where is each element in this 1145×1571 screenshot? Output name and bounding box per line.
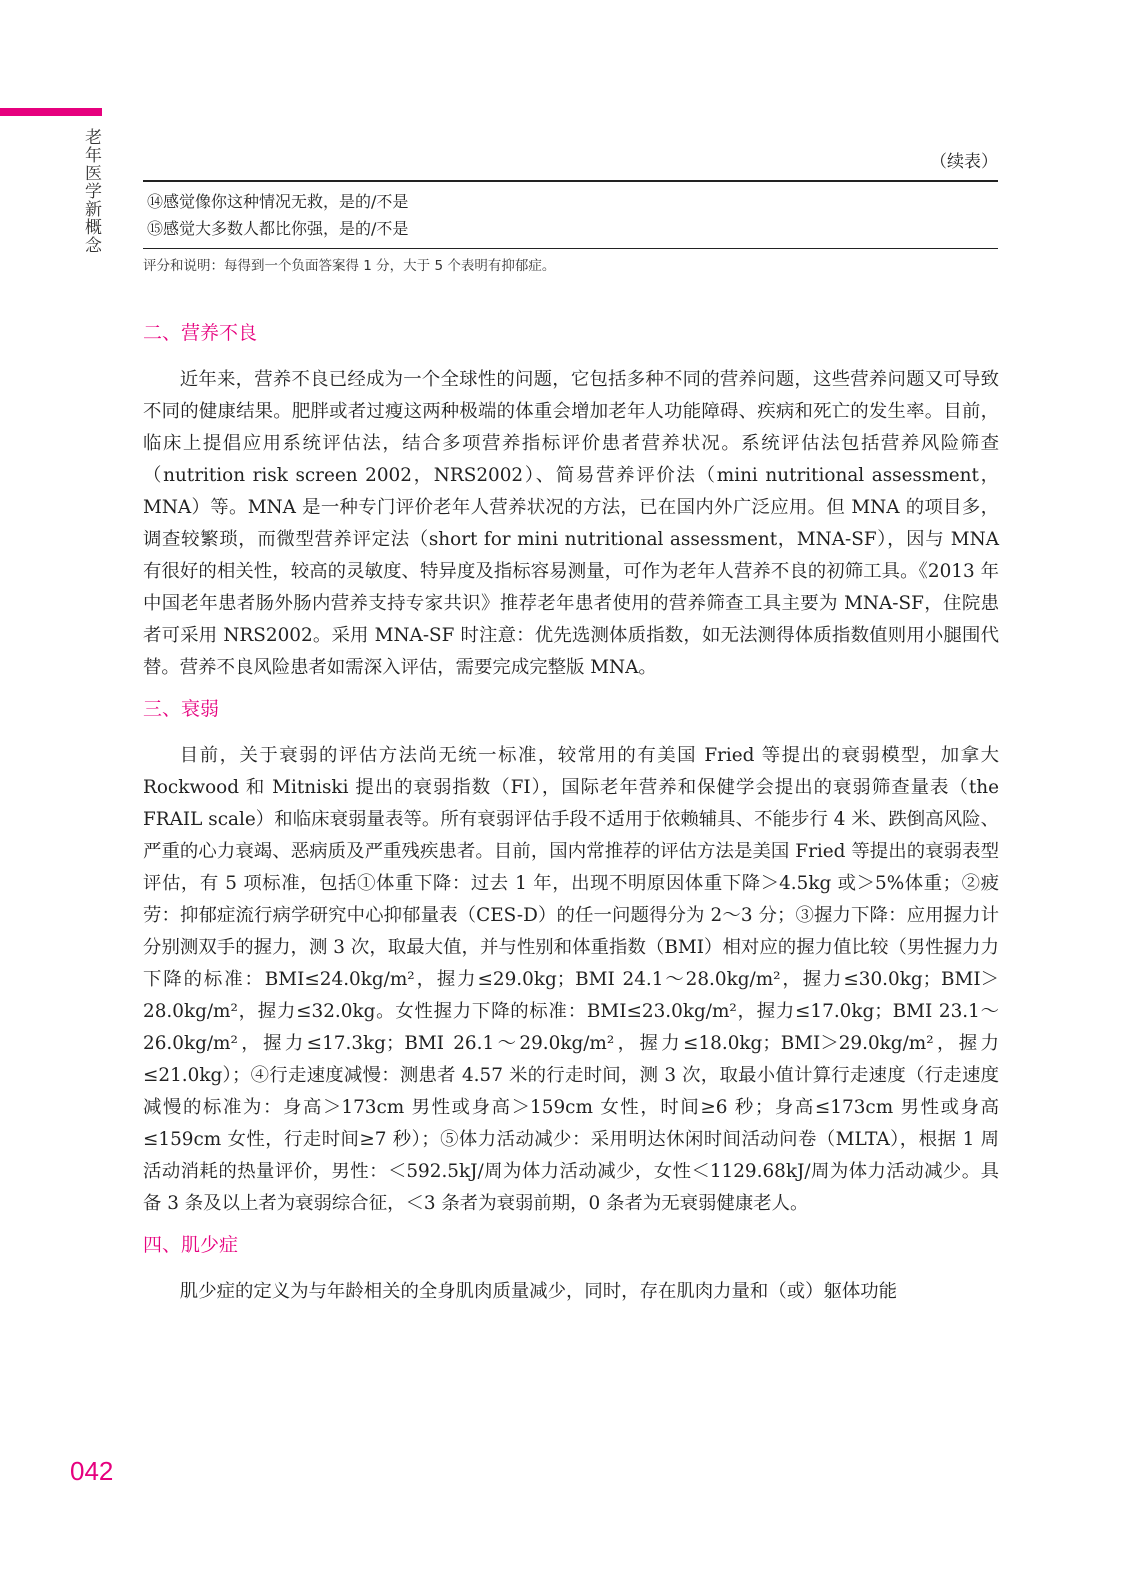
header-accent-bar xyxy=(0,108,102,116)
table-note: 评分和说明：每得到一个负面答案得 1 分，大于 5 个表明有抑郁症。 xyxy=(143,258,556,274)
main-content xyxy=(143,320,999,1320)
page-number: 042 xyxy=(70,1456,114,1486)
table-continuation xyxy=(143,150,998,277)
paragraph: 近年来，营养不良已经成为一个全球性的问题，它包括多种不同的营养问题，这些营养问题又可导致不同的健康结果。肥胖或者过瘦这两种极端的体重会增加老年人功能障碍、疾病和死亡的发生率。目前，临床上提倡应用系统评估法，结合多项营养指标评价患者营养状况。系统评估法包括营养风险筛查（nutrition risk screen 2002，NRS2002）、简易营养评价法（mini nutritional assessment，MNA）等。MNA 是一种专门评价老年人营养状况的方法，已在国内外广泛应用。但 MNA 的项目多，调查较繁琐，而微型营养评定法（short for mini nutritional assessment，MNA-SF），因与 MNA 有很好的相关性，较高的灵敏度、特异度及指标容易测量，可作为老年人营养不良的初筛工具。《2013 年中国老年患者肠外肠内营养支持专家共识》推荐老年患者使用的营养筛查工具主要为 MNA-SF，住院患者可采用 NRS2002。采用 MNA-SF 时注意：优先选测体质指数，如无法测得体质指数值则用小腿围代替。营养不良风险患者如需深入评估，需要完成完整版 MNA。 xyxy=(143,369,999,678)
section-heading: 三、衰弱 xyxy=(143,698,220,720)
table-bottom-rule xyxy=(143,248,998,249)
section-heading: 二、营养不良 xyxy=(143,322,258,344)
table-row: ⑭感觉像你这种情况无救，是的/不是 xyxy=(147,192,409,211)
paragraph: 目前，关于衰弱的评估方法尚无统一标准，较常用的有美国 Fried 等提出的衰弱模型，加拿大 Rockwood 和 Mitniski 提出的衰弱指数（FI），国际老年营养和保健学会提出的衰弱筛查量表（the FRAIL scale）和临床衰弱量表等。所有衰弱评估手段不适用于依赖辅具、不能步行 4 米、跌倒高风险、严重的心力衰竭、恶病质及严重残疾患者。目前，国内常推荐的评估方法是美国 Fried 等提出的衰弱表型评估，有 5 项标准，包括①体重下降：过去 1 年，出现不明原因体重下降＞4.5kg 或＞5%体重；②疲劳：抑郁症流行病学研究中心抑郁量表（CES-D）的任一问题得分为 2～3 分；③握力下降：应用握力计分别测双手的握力，测 3 次，取最大值，并与性别和体重指数（BMI）相对应的握力值比较（男性握力力下降的标准：BMI≤24.0kg/m²，握力≤29.0kg；BMI 24.1～28.0kg/m²，握力≤30.0kg；BMI＞28.0kg/m²，握力≤32.0kg。女性握力下降的标准：BMI≤23.0kg/m²，握力≤17.0kg；BMI 23.1～26.0kg/m²，握力≤17.3kg；BMI 26.1～29.0kg/m²，握力≤18.0kg；BMI＞29.0kg/m²，握力≤21.0kg）；④行走速度减慢：测患者 4.57 米的行走时间，测 3 次，取最小值计算行走速度（行走速度减慢的标准为：身高＞173cm 男性或身高＞159cm 女性，时间≥6 秒；身高≤173cm 男性或身高≤159cm 女性，行走时间≥7 秒）；⑤体力活动减少：采用明达休闲时间活动问卷（MLTA），根据 1 周活动消耗的热量评价，男性：＜592.5kJ/周为体力活动减少，女性＜1129.68kJ/周为体力活动减少。具备 3 条及以上者为衰弱综合征，＜3 条者为衰弱前期，0 条者为无衰弱健康老人。 xyxy=(143,745,999,1214)
table-row: ⑮感觉大多数人都比你强，是的/不是 xyxy=(147,219,409,238)
book-title: 老年医学新概念 xyxy=(81,128,101,254)
paragraph: 肌少症的定义为与年龄相关的全身肌肉质量减少，同时，存在肌肉力量和（或）躯体功能 xyxy=(179,1281,898,1302)
section-sarcopenia xyxy=(143,1232,999,1308)
section-frailty xyxy=(143,696,999,1220)
section-malnutrition xyxy=(143,320,999,684)
continued-label: （续表） xyxy=(930,152,998,172)
table-rows xyxy=(143,182,998,248)
section-heading: 四、肌少症 xyxy=(143,1234,239,1256)
